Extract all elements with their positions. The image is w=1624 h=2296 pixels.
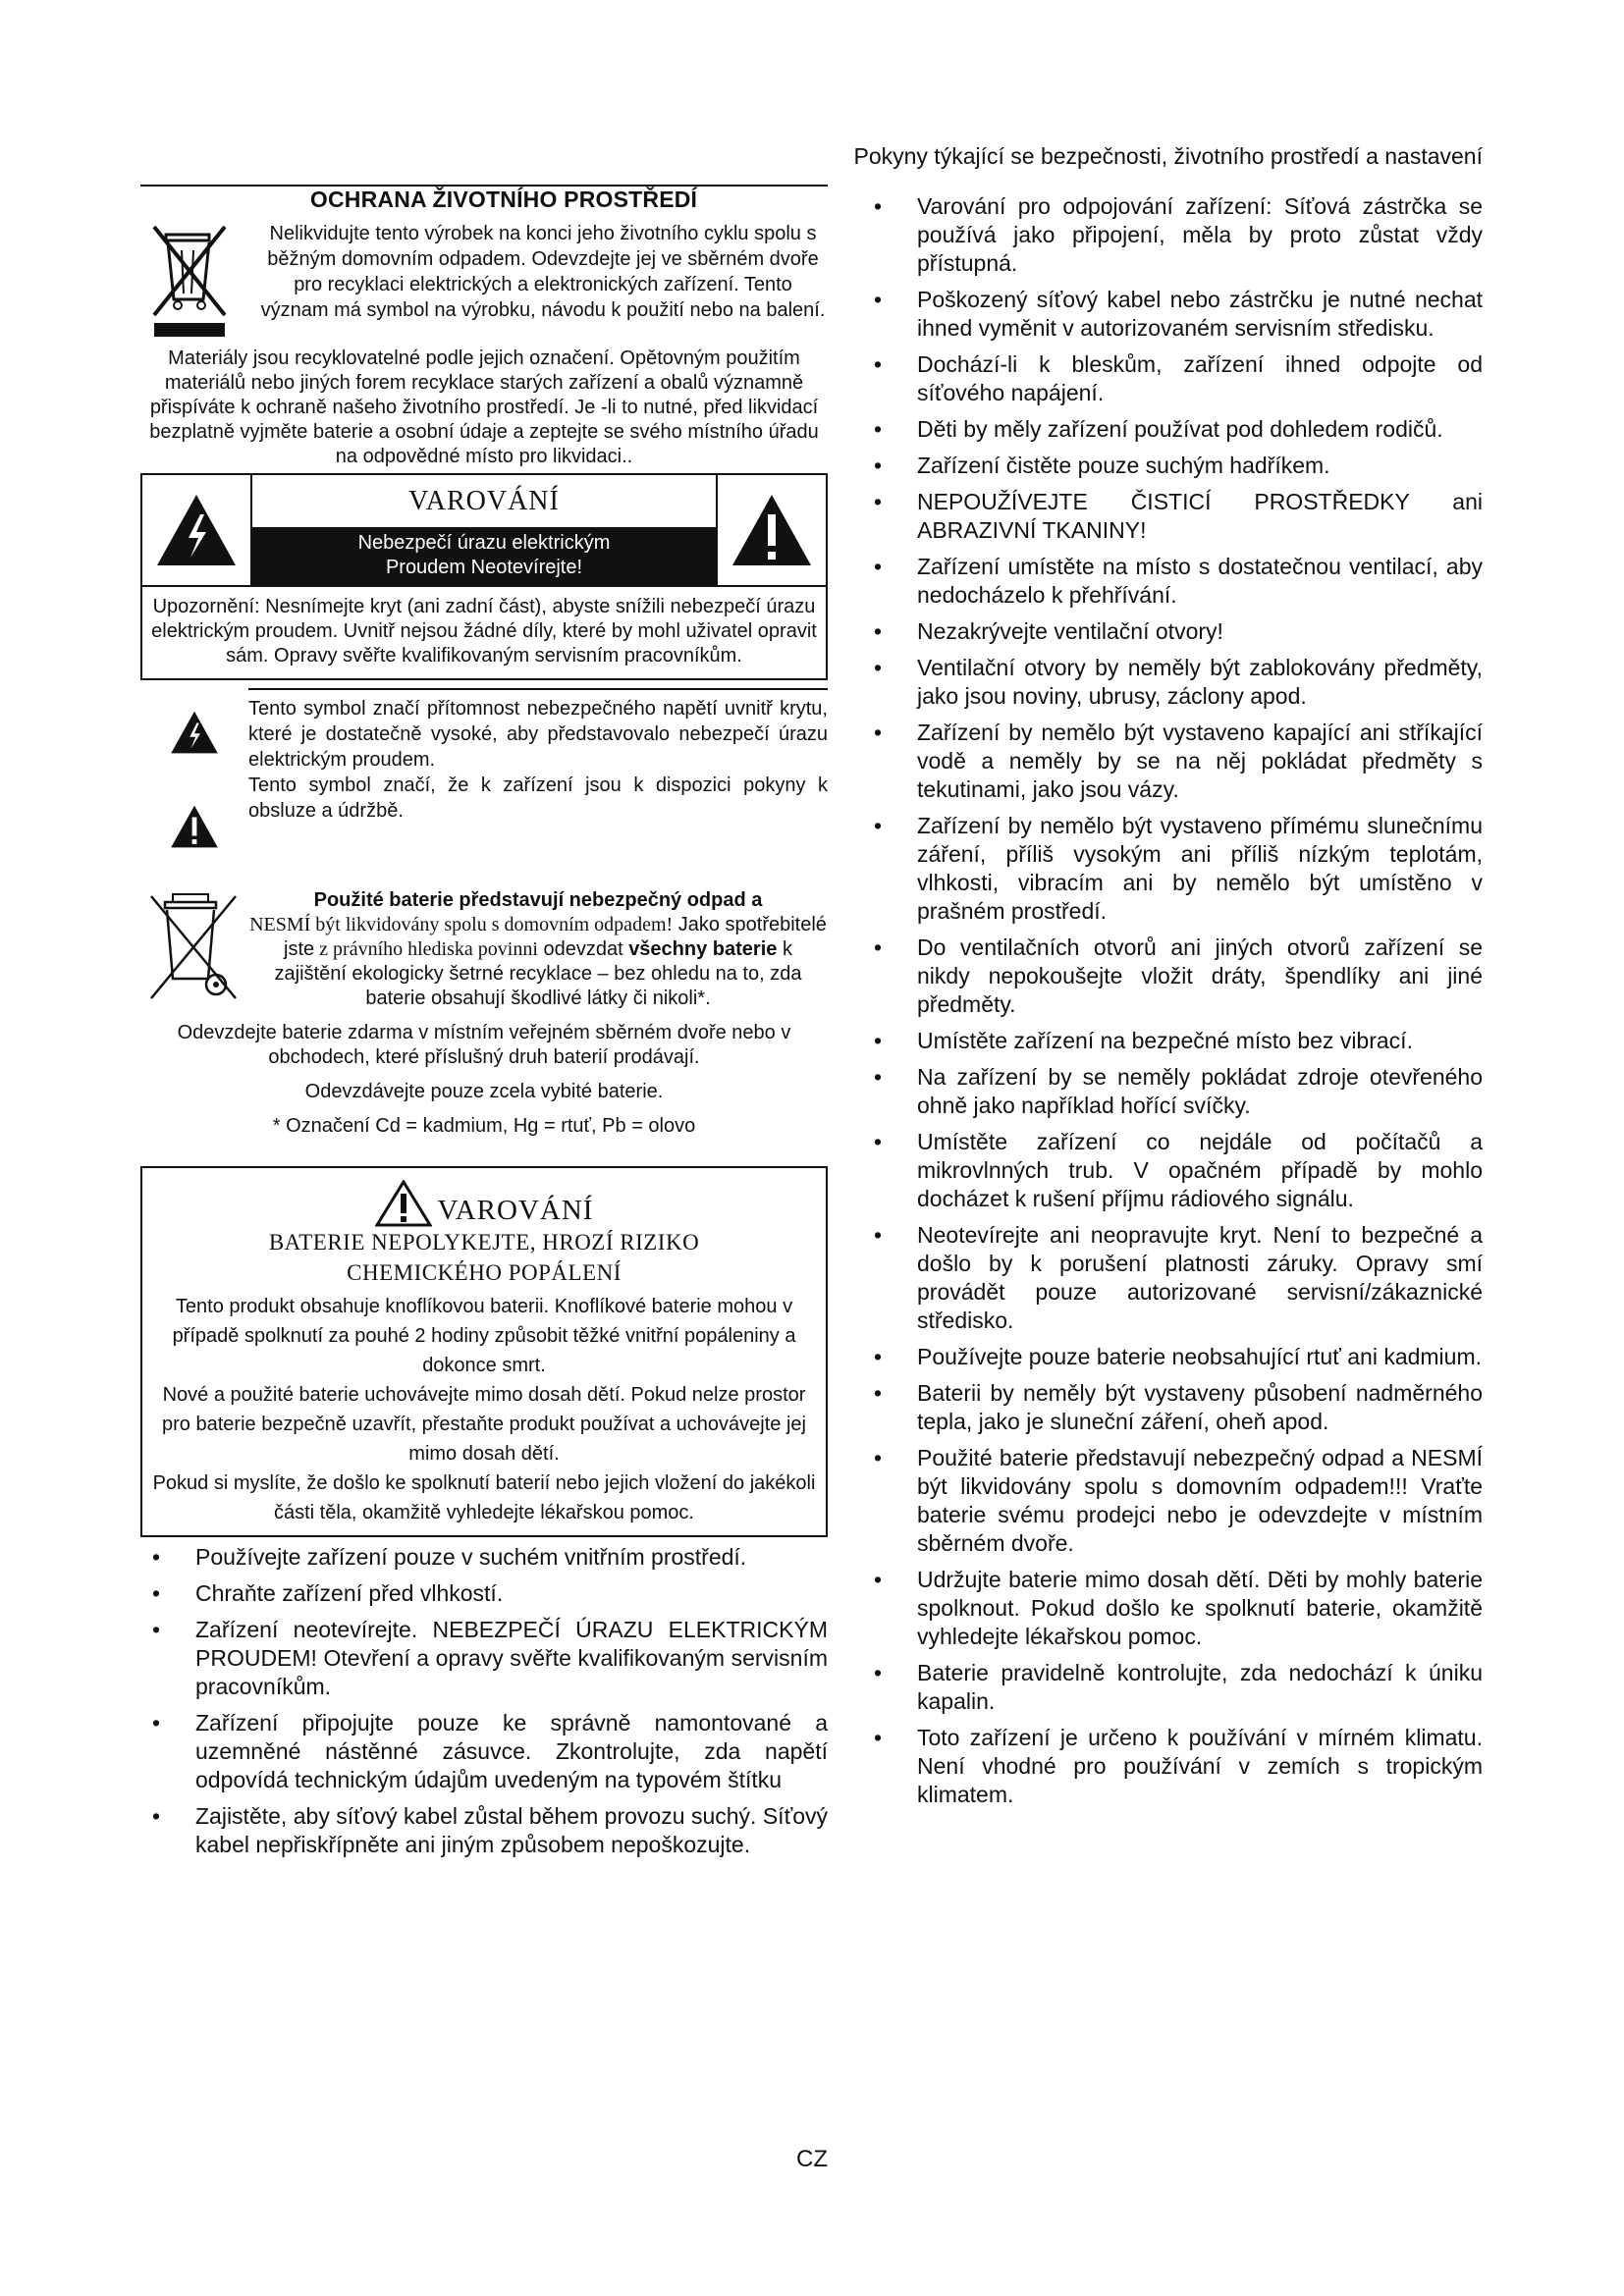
- list-item: • Zařízení umístěte na místo s dostatečnou ventilací, aby nedocházelo k přehřívání.: [862, 553, 1483, 610]
- list-item: • Zařízení by nemělo být vystaveno kapající ani stříkající vodě a neměly by se na něj pokládat předměty s tekutinami, jako jsou vázy.: [862, 719, 1483, 804]
- list-item: • Ventilační otvory by neměly být zablokovány předměty, jako jsou noviny, ubrusy, záclony apod.: [862, 654, 1483, 711]
- list-item: • Zařízení čistěte pouze suchým hadříkem.: [862, 452, 1483, 480]
- battery-text-part-4: odevzdat: [537, 938, 629, 960]
- battery-text: [248, 888, 828, 1011]
- right-column: [862, 192, 1483, 1817]
- battery-warning-p3: Pokud si myslíte, že došlo ke spolknutí baterií nebo jejich vložení do jakékoli části těla, okamžitě vyhledejte lékařskou pomoc.: [152, 1472, 816, 1523]
- warning-band-line-2: Proudem Neotevírejte!: [385, 557, 583, 578]
- battery-warning-p2: Nové a použité baterie uchovávejte mimo dosah dětí. Pokud nelze prostor pro baterie bezpečně uzavřít, přestaňte produkt používat a uchovávejte jej mimo dosah dětí.: [162, 1384, 806, 1465]
- list-item: • Baterii by neměly být vystaveny působení nadměrného tepla, jako je sluneční záření, oheň apod.: [862, 1379, 1483, 1436]
- list-item: • Nezakrývejte ventilační otvory!: [862, 617, 1483, 646]
- list-item: • Děti by měly zařízení používat pod dohledem rodičů.: [862, 415, 1483, 444]
- right-bullet-list: [862, 192, 1483, 1809]
- list-item: • Používejte zařízení pouze v suchém vnitřním prostředí.: [140, 1543, 828, 1572]
- battery-note: * Označení Cd = kadmium, Hg = rtuť, Pb = olovo: [272, 1115, 696, 1137]
- symbol-icons: [140, 688, 248, 849]
- battery-warning-sub-1: BATERIE NEPOLYKEJTE, HROZÍ RIZIKO: [268, 1230, 700, 1255]
- list-item: • NEPOUŽÍVEJTE ČISTICÍ PROSTŘEDKY ani ABRAZIVNÍ TKANINY!: [862, 488, 1483, 545]
- list-item: • Do ventilačních otvorů ani jiných otvorů zařízení se nikdy nepokoušejte vložit dráty, špendlíky ani jiné předměty.: [862, 934, 1483, 1019]
- lightning-triangle-icon: [142, 475, 252, 585]
- list-item: • Používejte pouze baterie neobsahující rtuť ani kadmium.: [862, 1343, 1483, 1371]
- list-item: • Zařízení připojujte pouze ke správně namontované a uzemněné nástěnné zásuvce. Zkontrolujte, zda napětí odpovídá technickým údajům uvedeným na typovém štítku: [140, 1709, 828, 1794]
- battery-warning-body: [150, 1292, 818, 1527]
- exclamation-triangle-icon: [716, 475, 826, 585]
- battery-text-part-6: k zajištění ekologicky šetrné recyklace – bez ohledu na to, zda baterie obsahují škodlivé látky či nikoli*.: [274, 938, 802, 1009]
- list-item: • Varování pro odpojování zařízení: Síťová zástrčka se používá jako připojení, měla by proto zůstat vždy přístupná.: [862, 192, 1483, 278]
- warning-box-header: [142, 475, 826, 587]
- environment-block: [140, 221, 828, 339]
- battery-empty-text: Odevzdávejte pouze zcela vybité baterie.: [304, 1081, 664, 1102]
- left-bullet-list: [140, 1543, 828, 1859]
- list-item: • Dochází-li k bleskům, zařízení ihned odpojte od síťového napájení.: [862, 350, 1483, 407]
- warning-title: VAROVÁNÍ: [408, 485, 560, 516]
- battery-more: [140, 1021, 828, 1139]
- battery-warning-box: [140, 1166, 828, 1537]
- warning-body: Upozornění: Nesnímejte kryt (ani zadní část), abyste snížili nebezpečí úrazu elektrickým proudem. Uvnitř nejsou žádné díly, které by mohl uživatel opravit sám. Opravy svěřte kvalifikovaným servisním pracovníkům.: [151, 596, 817, 667]
- battery-warning-heading: [150, 1180, 818, 1227]
- battery-return-text: Odevzdejte baterie zdarma v místním veřejném sběrném dvoře nebo v obchodech, které příslušný druh baterií prodávají.: [177, 1022, 791, 1068]
- battery-disposal-block: [140, 888, 828, 1011]
- warning-band: [252, 527, 716, 585]
- battery-warning-title: VAROVÁNÍ: [437, 1195, 594, 1226]
- battery-warning-p1: Tento produkt obsahuje knoflíkovou baterii. Knoflíkové baterie mohou v případě spolknutí za pouhé 2 hodiny způsobit těžké vnitřní popáleniny a dokonce smrt.: [172, 1296, 796, 1376]
- list-item: • Neotevírejte ani neopravujte kryt. Není to bezpečné a došlo by k porušení platnosti záruky. Opravy smí provádět pouze autorizované servisní/zákaznické středisko.: [862, 1221, 1483, 1335]
- list-item: • Toto zařízení je určeno k používání v mírném klimatu. Není vhodné pro používání v zemích s tropickým klimatem.: [862, 1724, 1483, 1809]
- list-item: • Zařízení neotevírejte. NEBEZPEČÍ ÚRAZU ELEKTRICKÝM PROUDEM! Otevření a opravy svěřte kvalifikovaným servisním pracovníkům.: [140, 1616, 828, 1701]
- environment-title: OCHRANA ŽIVOTNÍHO PROSTŘEDÍ: [309, 187, 698, 212]
- left-column: [140, 185, 828, 1867]
- voltage-symbol-text: Tento symbol značí přítomnost nebezpečného napětí uvnitř krytu, které je dostatečně vysoké, aby představovalo nebezpečí úrazu elektrickým proudem.: [248, 698, 828, 771]
- page-label: CZ: [796, 2146, 828, 2172]
- list-item: • Udržujte baterie mimo dosah dětí. Děti by mohly baterie spolknout. Pokud došlo ke spolknutí baterie, okamžitě vyhledejte lékařskou pomoc.: [862, 1566, 1483, 1651]
- list-item: • Poškozený síťový kabel nebo zástrčku je nutné nechat ihned vyměnit v autorizovaném servisním středisku.: [862, 286, 1483, 343]
- battery-bin-icon: [140, 888, 248, 1011]
- warning-box: [140, 473, 828, 680]
- battery-text-part-3: z právního hlediska povinni: [314, 938, 538, 960]
- small-exclamation-triangle-icon: [170, 804, 219, 849]
- battery-warning-sub-2: CHEMICKÉHO POPÁLENÍ: [347, 1260, 622, 1285]
- list-item: • Zajistěte, aby síťový kabel zůstal během provozu suchý. Síťový kabel nepřiskřípněte ani jiným způsobem nepoškozujte.: [140, 1802, 828, 1859]
- battery-text-part-1: NESMÍ být likvidovány spolu s domovním odpadem!: [249, 914, 674, 935]
- outline-warning-triangle-icon: [375, 1180, 432, 1227]
- battery-text-part-2: Jako spotřebitelé jste: [284, 914, 827, 960]
- environment-text: Nelikvidujte tento výrobek na konci jeho životního cyklu spolu s běžným domovním odpadem. Odevzdejte jej ve sběrném dvoře pro recyklaci elektrických a elektronických zařízení. Tento význam má symbol na výrobku, návodu k použití nebo na balení.: [260, 223, 826, 321]
- battery-text-part-5: všechny baterie: [628, 938, 778, 960]
- list-item: • Umístěte zařízení na bezpečné místo bez vibrací.: [862, 1027, 1483, 1055]
- instructions-symbol-text: Tento symbol značí, že k zařízení jsou k dispozici pokyny k obsluze a údržbě.: [248, 774, 828, 822]
- symbol-explanations: [140, 688, 828, 849]
- small-lightning-triangle-icon: [170, 710, 219, 755]
- list-item: • Použité baterie představují nebezpečný odpad a NESMÍ být likvidovány spolu s domovním odpadem!!! Vraťte baterie svému prodejci nebo je odevzdejte v místním sběrném dvoře.: [862, 1444, 1483, 1558]
- list-item: • Zařízení by nemělo být vystaveno přímému slunečnímu záření, příliš vysokým ani příliš nízkým teplotám, vlhkosti, vibracím ani by nemělo být umístěno v prašném prostředí.: [862, 812, 1483, 926]
- page-header: Pokyny týkající se bezpečnosti, životního prostředí a nastavení: [853, 143, 1483, 169]
- warning-box-middle: [252, 475, 716, 585]
- list-item: • Chraňte zařízení před vlhkostí.: [140, 1579, 828, 1608]
- weee-bin-icon: [140, 221, 239, 339]
- list-item: • Umístěte zařízení co nejdále od počítačů a mikrovlnných trub. V opačném případě by mohlo docházet k rušení příjmu rádiového signálu.: [862, 1128, 1483, 1213]
- environment-paragraph: Materiály jsou recyklovatelné podle jejich označení. Opětovným použitím materiálů nebo jiných forem recyklace starých zařízení a obalů významně přispíváte k ochraně našeho životního prostředí. Je -li to nutné, před likvidací bezplatně vyjměte baterie a osobní údaje a zeptejte se svého místního úřadu na odpovědné místo pro likvidaci..: [149, 347, 819, 467]
- battery-headline: Použité baterie představují nebezpečný odpad a: [313, 889, 763, 911]
- list-item: • Baterie pravidelně kontrolujte, zda nedochází k úniku kapalin.: [862, 1659, 1483, 1716]
- warning-band-line-1: Nebezpečí úrazu elektrickým: [357, 532, 611, 554]
- list-item: • Na zařízení by se neměly pokládat zdroje otevřeného ohně jako například hořící svíčky.: [862, 1063, 1483, 1120]
- symbol-texts: [248, 688, 828, 849]
